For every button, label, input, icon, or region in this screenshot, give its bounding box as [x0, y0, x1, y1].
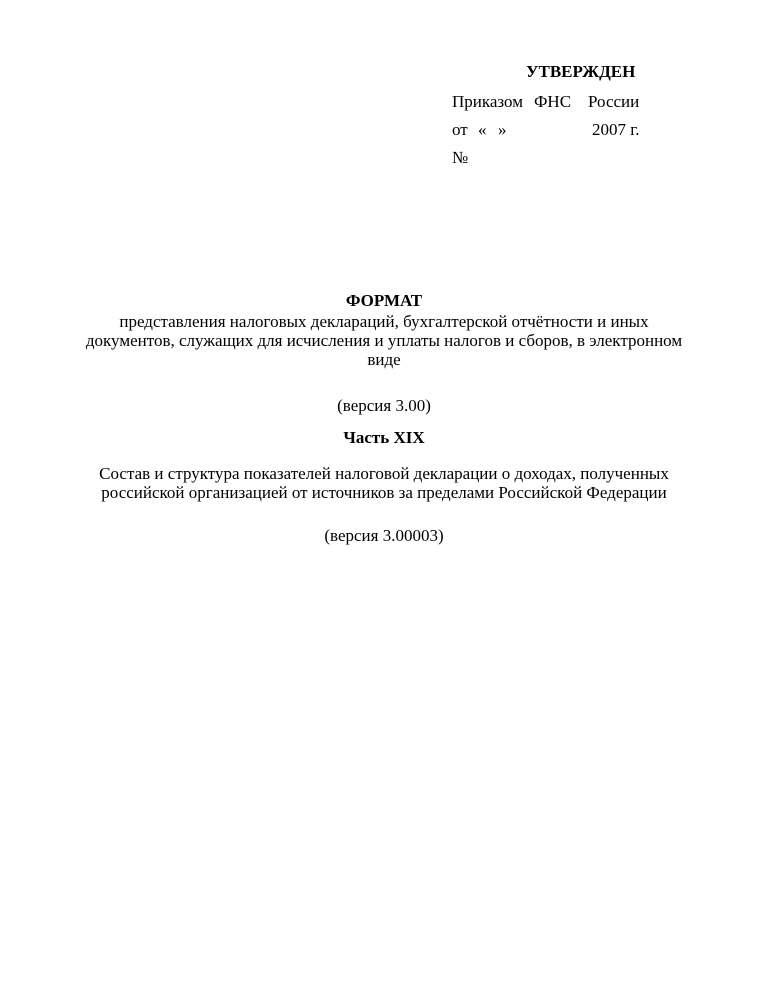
from-word: от	[452, 120, 468, 139]
number-sign: №	[452, 148, 469, 167]
approval-year: 2007 г.	[592, 120, 640, 139]
part-description: Состав и структура показателей налоговой декларации о доходах, полученных российской организацией от источников за пределами Российской Федерации	[99, 464, 669, 502]
approval-number-line	[452, 144, 682, 172]
format-version: (версия 3.00)	[337, 396, 431, 415]
approval-date-line	[452, 116, 682, 144]
approval-heading: УТВЕРЖДЕН	[526, 62, 636, 81]
fns-abbrev: ФНС	[534, 92, 572, 111]
document-title-block	[0, 290, 768, 547]
order-word: Приказом	[452, 92, 523, 111]
russia-word: России	[588, 92, 640, 111]
format-description: представления налоговых деклараций, бухгалтерской отчётности и иных документов, служащих для исчисления и уплаты налогов и сборов, в электронном виде	[85, 312, 683, 369]
part-version: (версия 3.00003)	[324, 526, 444, 545]
approval-order-line	[452, 88, 682, 116]
quote-close: »	[498, 120, 507, 139]
approval-stamp	[452, 58, 682, 172]
part-title: Часть XIX	[343, 428, 425, 447]
quote-open: «	[478, 120, 487, 139]
format-title: ФОРМАТ	[345, 291, 423, 310]
